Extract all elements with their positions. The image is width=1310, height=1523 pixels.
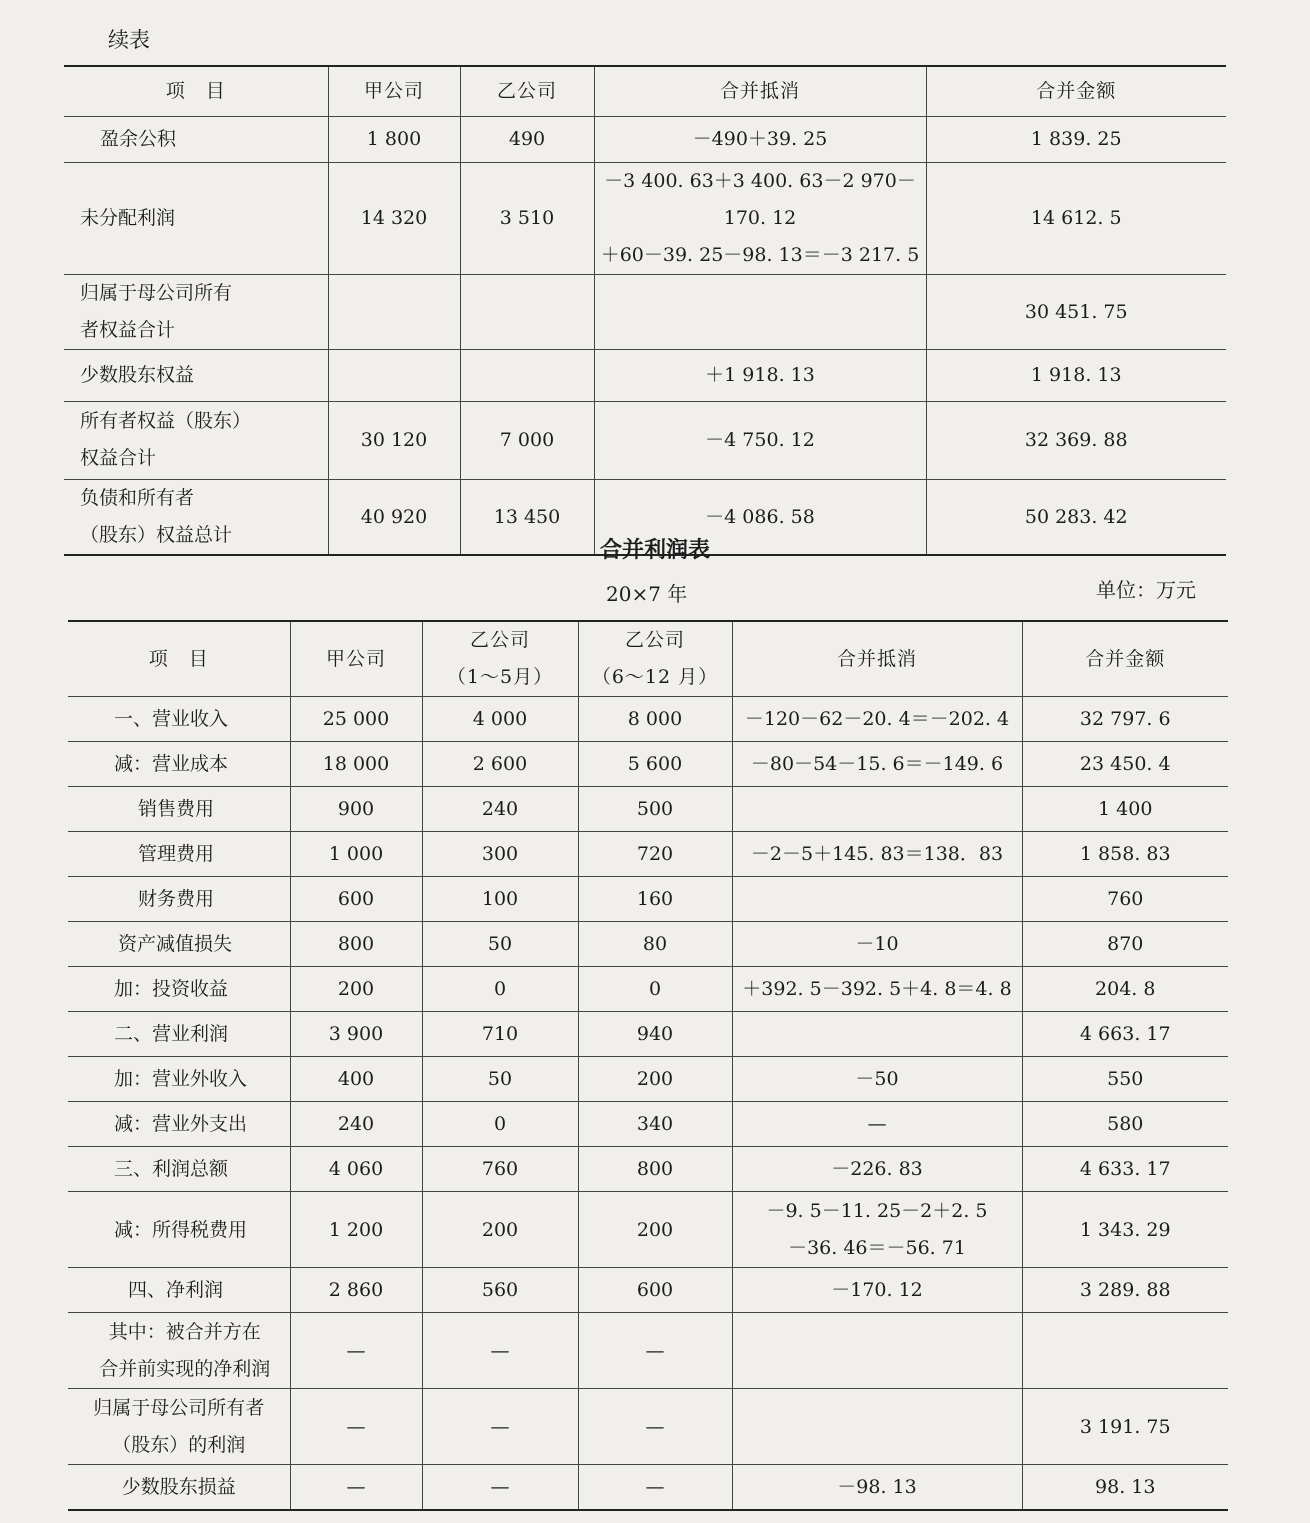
header-company-a: 甲公司 [290, 621, 422, 697]
cell: 200 [578, 1192, 732, 1268]
elim-line-1: －3 400. 63＋3 400. 63－2 970－170. 12 [604, 169, 916, 229]
cell: 800 [290, 922, 422, 967]
cell: 4 000 [422, 697, 578, 742]
cell: 240 [290, 1102, 422, 1147]
table-row [68, 922, 1228, 967]
cell [732, 1313, 1022, 1389]
cell: 760 [422, 1147, 578, 1192]
row-item: 一、营业收入 [68, 697, 290, 742]
table-row [68, 1192, 1228, 1268]
cell [460, 349, 594, 401]
cell: 100 [422, 877, 578, 922]
row-item: 财务费用 [68, 877, 290, 922]
cell: －50 [732, 1057, 1022, 1102]
cell: －490＋39. 25 [594, 116, 926, 162]
cell: 580 [1022, 1102, 1228, 1147]
table-row [64, 116, 1226, 162]
cell: 0 [578, 967, 732, 1012]
row-item-line-1: 归属于母公司所有者 [93, 1396, 265, 1419]
cell [732, 787, 1022, 832]
row-item-multiline [64, 401, 328, 479]
cell: －120－62－20. 4＝－202. 4 [732, 697, 1022, 742]
table-header-row [68, 621, 1228, 697]
row-item-line-1: 归属于母公司所有 [80, 281, 233, 304]
cell: 400 [290, 1057, 422, 1102]
row-item: 盈余公积 [64, 116, 328, 162]
cell: 13 450 [460, 479, 594, 555]
row-item-line-2: 权益合计 [80, 447, 157, 469]
cell: 1 918. 13 [926, 349, 1226, 401]
page-title: 合并利润表 [599, 538, 710, 563]
header-consolidated: 合并金额 [926, 66, 1226, 116]
cell: 7 000 [460, 401, 594, 479]
cell: 98. 13 [1022, 1465, 1228, 1510]
row-item-line-2: 者权益合计 [80, 318, 176, 341]
header-company-b: 乙公司 [460, 66, 594, 116]
cell: 4 633. 17 [1022, 1147, 1228, 1192]
cell: 490 [460, 116, 594, 162]
cell: 600 [578, 1268, 732, 1313]
cell: 560 [422, 1268, 578, 1313]
table-row [68, 1147, 1228, 1192]
row-item-line-2: 合并前实现的净利润 [99, 1357, 271, 1380]
cell: 500 [578, 787, 732, 832]
header-line-2: （6～12 月） [591, 666, 719, 688]
cell: －98. 13 [732, 1465, 1022, 1510]
table-row [68, 1102, 1228, 1147]
row-item: 减：所得税费用 [68, 1192, 290, 1268]
cell: 50 [422, 922, 578, 967]
cell: 25 000 [290, 697, 422, 742]
cell: 4 663. 17 [1022, 1012, 1228, 1057]
cell: 1 200 [290, 1192, 422, 1268]
row-item: 管理费用 [68, 832, 290, 877]
cell: 200 [578, 1057, 732, 1102]
header-elimination: 合并抵消 [594, 66, 926, 116]
row-item: 三、利润总额 [68, 1147, 290, 1192]
cell: — [578, 1465, 732, 1510]
cell [1022, 1313, 1228, 1389]
table-row [64, 401, 1226, 479]
row-item: 少数股东损益 [68, 1465, 290, 1510]
row-item: 资产减值损失 [68, 922, 290, 967]
cell: ＋1 918. 13 [594, 349, 926, 401]
cell: －170. 12 [732, 1268, 1022, 1313]
cell: 200 [422, 1192, 578, 1268]
row-item: 未分配利润 [64, 162, 328, 274]
income-statement-table [68, 620, 1228, 1511]
header-consolidated: 合并金额 [1022, 621, 1228, 697]
cell [732, 1012, 1022, 1057]
cell: 940 [578, 1012, 732, 1057]
cell: 14 320 [328, 162, 460, 274]
table-row [68, 1268, 1228, 1313]
cell: －226. 83 [732, 1147, 1022, 1192]
cell: — [290, 1313, 422, 1389]
row-item-multiline [68, 1389, 290, 1465]
elim-line-1: －9. 5－11. 25－2＋2. 5 [766, 1199, 988, 1222]
cell: 710 [422, 1012, 578, 1057]
row-item-line-1: 其中：被合并方在 [108, 1320, 261, 1343]
cell: 870 [1022, 922, 1228, 967]
table-row [68, 697, 1228, 742]
cell [594, 274, 926, 349]
cell: －4 086. 58 [594, 479, 926, 555]
cell: 1 400 [1022, 787, 1228, 832]
elim-line-2: －36. 46＝－56. 71 [788, 1236, 966, 1259]
cell: －80－54－15. 6＝－149. 6 [732, 742, 1022, 787]
cell: 1 839. 25 [926, 116, 1226, 162]
cell: 3 900 [290, 1012, 422, 1057]
table-row [68, 877, 1228, 922]
header-company-b-jan-may [422, 621, 578, 697]
cell [328, 349, 460, 401]
cell: 800 [578, 1147, 732, 1192]
cell: 0 [422, 1102, 578, 1147]
cell: — [578, 1313, 732, 1389]
table-row [64, 162, 1226, 274]
cell-multiline [594, 162, 926, 274]
cell: 340 [578, 1102, 732, 1147]
header-elimination: 合并抵消 [732, 621, 1022, 697]
cell: — [578, 1389, 732, 1465]
cell: 3 289. 88 [1022, 1268, 1228, 1313]
cell: 3 191. 75 [1022, 1389, 1228, 1465]
cell: 40 920 [328, 479, 460, 555]
table-row [68, 1057, 1228, 1102]
cell: — [422, 1465, 578, 1510]
table-row [68, 832, 1228, 877]
cell: 2 600 [422, 742, 578, 787]
header-company-a: 甲公司 [328, 66, 460, 116]
cell: 80 [578, 922, 732, 967]
table-row [68, 1012, 1228, 1057]
cell: 160 [578, 877, 732, 922]
statement-year: 20×7 年 [606, 582, 688, 606]
cell: 18 000 [290, 742, 422, 787]
cell: 200 [290, 967, 422, 1012]
cell: 720 [578, 832, 732, 877]
row-item: 销售费用 [68, 787, 290, 832]
cell: 240 [422, 787, 578, 832]
row-item: 四、净利润 [68, 1268, 290, 1313]
table-row [68, 967, 1228, 1012]
cell: — [732, 1102, 1022, 1147]
cell: 30 120 [328, 401, 460, 479]
header-line-1: 乙公司 [469, 629, 530, 651]
cell: 30 451. 75 [926, 274, 1226, 349]
cell: 900 [290, 787, 422, 832]
cell: 2 860 [290, 1268, 422, 1313]
row-item: 加：投资收益 [68, 967, 290, 1012]
table-row [64, 349, 1226, 401]
cell: 600 [290, 877, 422, 922]
cell [328, 274, 460, 349]
cell: 1 000 [290, 832, 422, 877]
cell: 5 600 [578, 742, 732, 787]
cell: — [422, 1313, 578, 1389]
row-item-line-2: （股东）的利润 [112, 1433, 246, 1456]
cell: －4 750. 12 [594, 401, 926, 479]
cell [732, 1389, 1022, 1465]
header-line-2: （1～5月） [446, 666, 554, 688]
cell: 4 060 [290, 1147, 422, 1192]
continuation-label: 续表 [108, 28, 150, 52]
row-item: 二、营业利润 [68, 1012, 290, 1057]
cell: 32 369. 88 [926, 401, 1226, 479]
cell: 1 343. 29 [1022, 1192, 1228, 1268]
row-item-multiline [64, 274, 328, 349]
row-item-line-1: 所有者权益（股东） [80, 410, 252, 432]
statement-unit: 单位：万元 [1096, 578, 1196, 602]
row-item-multiline [68, 1313, 290, 1389]
cell: 3 510 [460, 162, 594, 274]
cell [732, 877, 1022, 922]
cell: 204. 8 [1022, 967, 1228, 1012]
cell: 550 [1022, 1057, 1228, 1102]
cell: 1 858. 83 [1022, 832, 1228, 877]
cell: 1 800 [328, 116, 460, 162]
cell: 760 [1022, 877, 1228, 922]
cell: ＋392. 5－392. 5＋4. 8＝4. 8 [732, 967, 1022, 1012]
row-item: 加：营业外收入 [68, 1057, 290, 1102]
cell: — [290, 1465, 422, 1510]
cell [460, 274, 594, 349]
cell: －2－5＋145. 83＝138．83 [732, 832, 1022, 877]
cell: 50 [422, 1057, 578, 1102]
cell: 32 797. 6 [1022, 697, 1228, 742]
cell: －10 [732, 922, 1022, 967]
table-row [68, 787, 1228, 832]
row-item: 减：营业成本 [68, 742, 290, 787]
header-item: 项 目 [68, 621, 290, 697]
cell: 23 450. 4 [1022, 742, 1228, 787]
table-row [64, 274, 1226, 349]
cell: 0 [422, 967, 578, 1012]
header-item: 项 目 [64, 66, 328, 116]
table-header-row [64, 66, 1226, 116]
row-item-line-1: 负债和所有者 [80, 486, 195, 509]
table-row [68, 742, 1228, 787]
cell: 8 000 [578, 697, 732, 742]
elim-line-2: ＋60－39. 25－98. 13＝－3 217. 5 [600, 243, 920, 266]
balance-continuation-table [64, 65, 1226, 556]
row-item: 减：营业外支出 [68, 1102, 290, 1147]
cell: 300 [422, 832, 578, 877]
table-row [68, 1313, 1228, 1389]
row-item: 少数股东权益 [64, 349, 328, 401]
cell: 14 612. 5 [926, 162, 1226, 274]
cell-multiline [732, 1192, 1022, 1268]
table-row [68, 1389, 1228, 1465]
header-company-b-jun-dec [578, 621, 732, 697]
row-item-line-2: （股东）权益总计 [80, 523, 233, 546]
header-line-1: 乙公司 [624, 629, 685, 651]
cell: — [422, 1389, 578, 1465]
cell: — [290, 1389, 422, 1465]
cell: 50 283. 42 [926, 479, 1226, 555]
table-row [68, 1465, 1228, 1510]
